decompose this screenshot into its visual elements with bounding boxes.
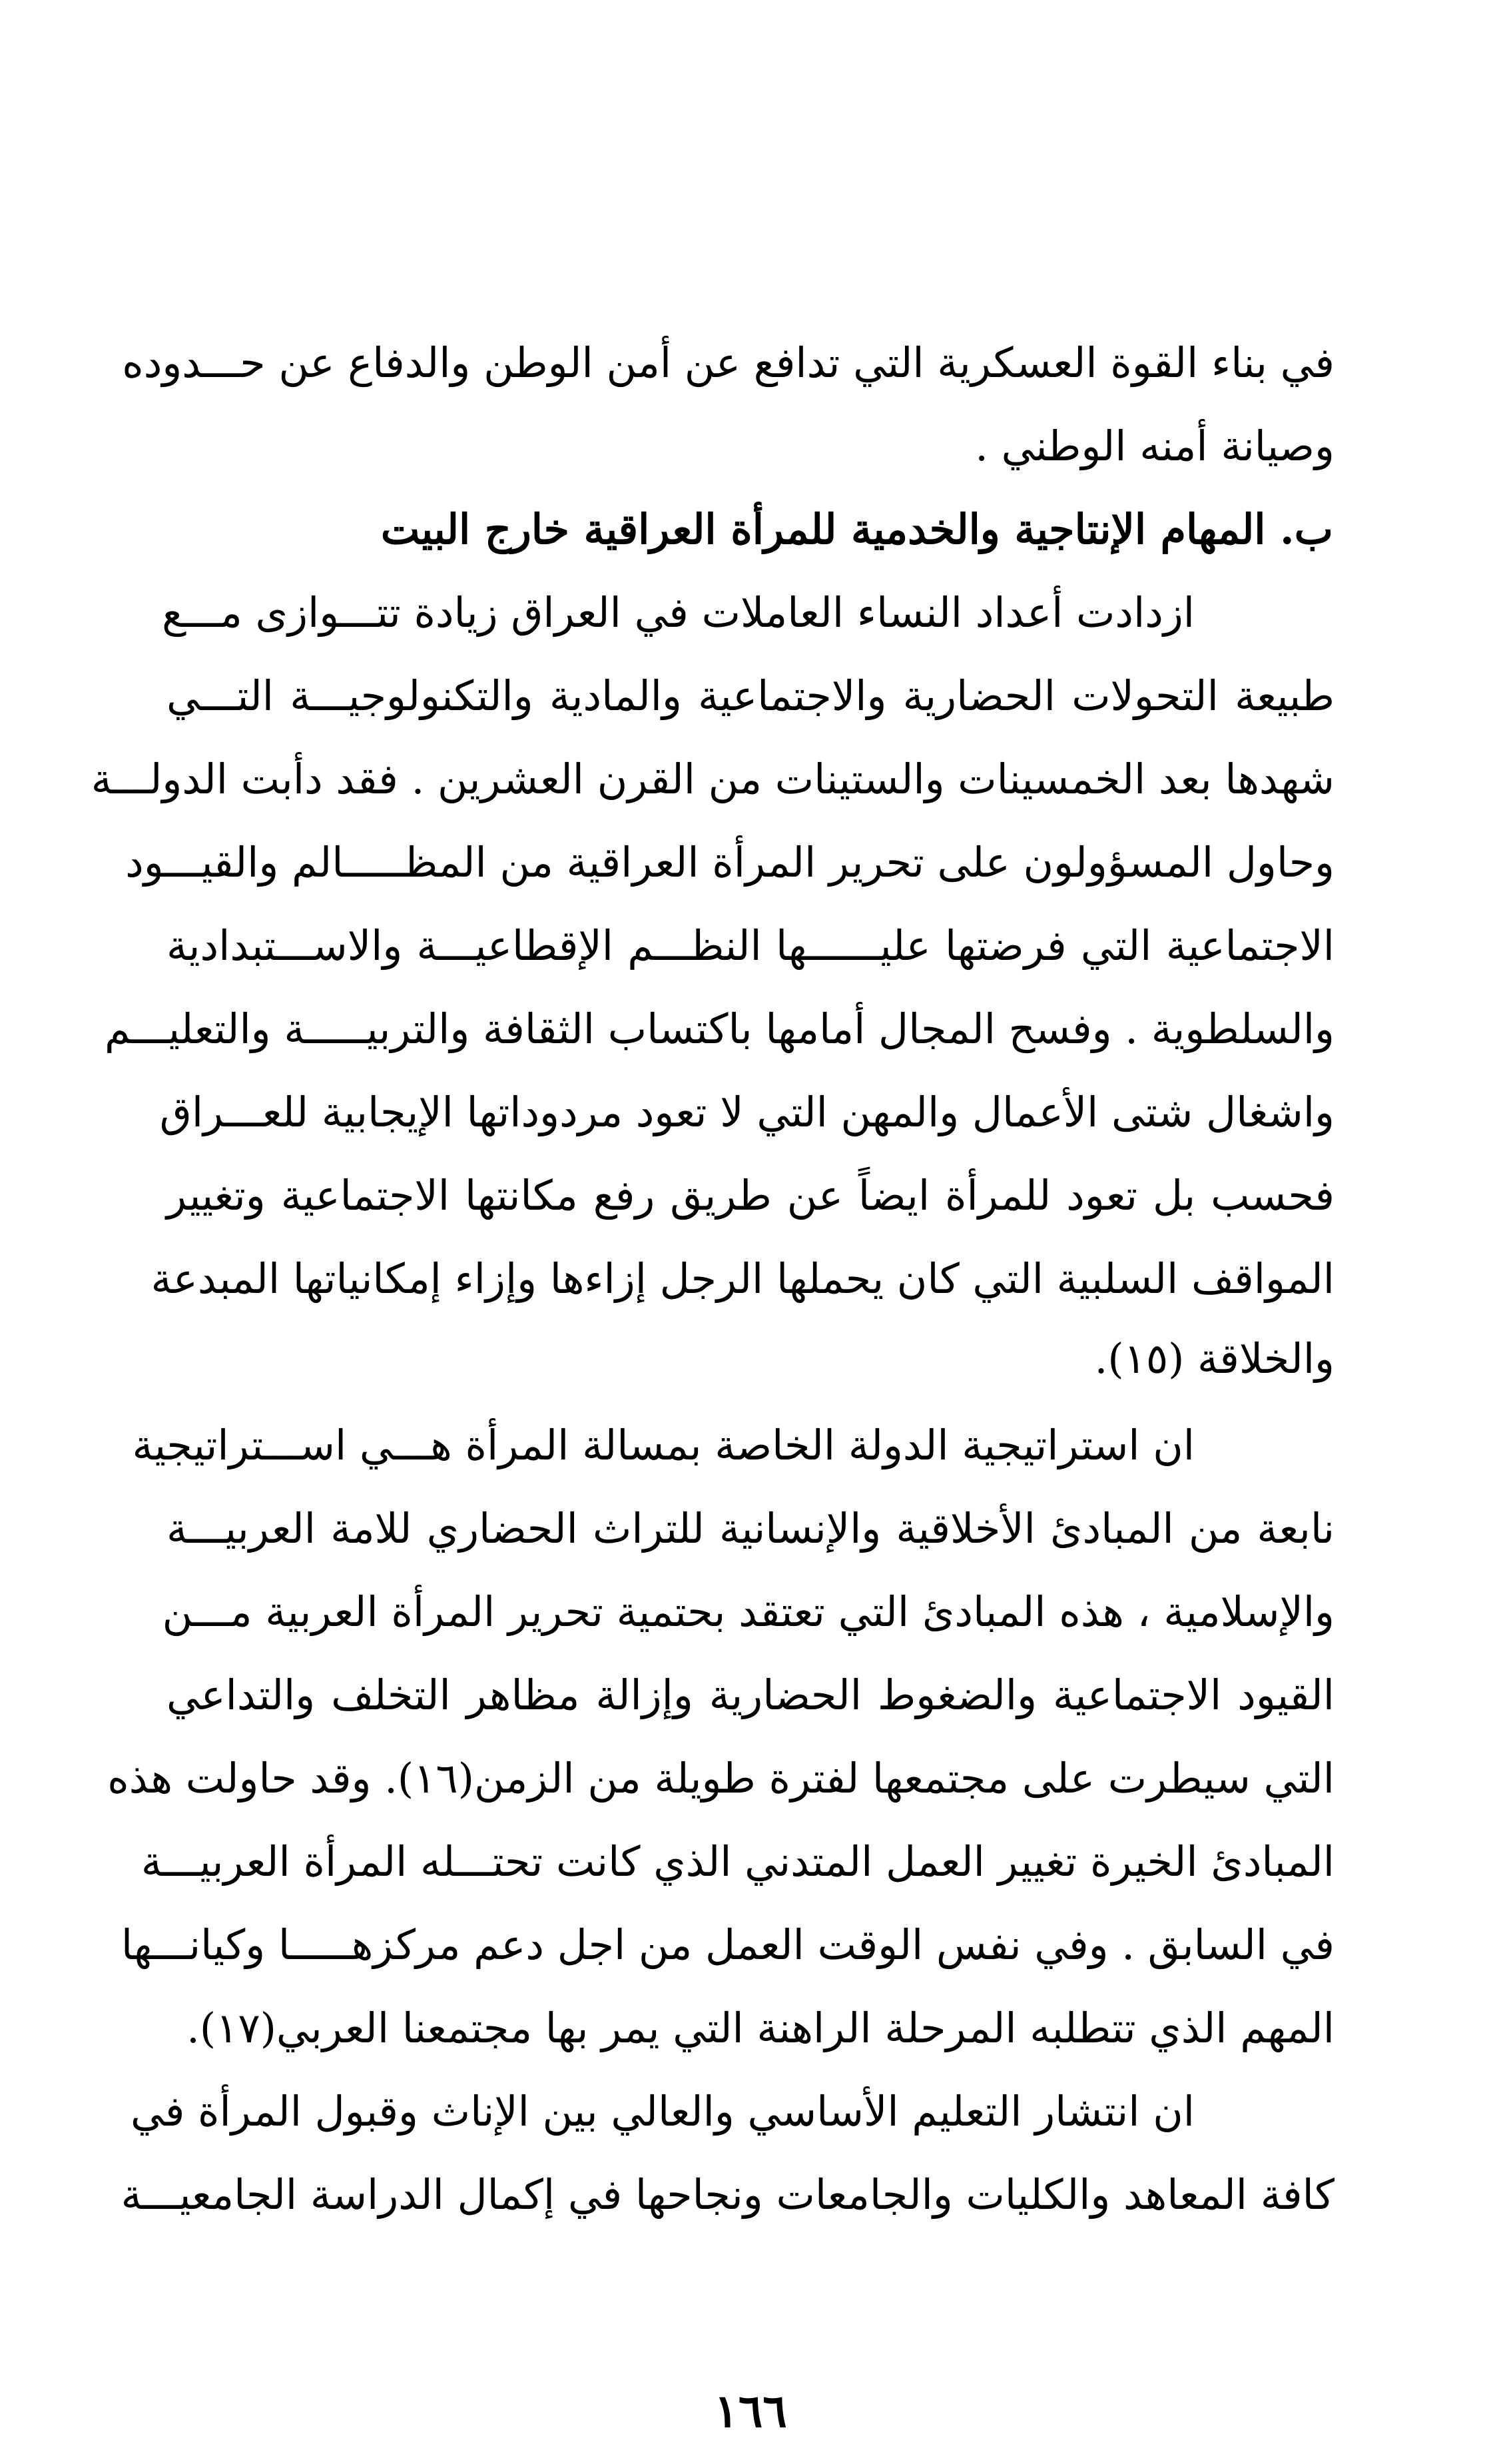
text-line-10: واشغال شتى الأعمال والمهن التي لا تعود مردوداتها الإيجابية للعـــراق [159,1088,1335,1136]
text-line-17: القيود الاجتماعية والضغوط الحضارية وإزالة مظاهر التخلف والتداعي [166,1671,1335,1719]
text-line-4: ازدادت أعداد النساء العاملات في العراق زيادة تتـــوازى مـــع [162,588,1195,637]
text-line-2: وصيانة أمنه الوطني . [975,422,1335,470]
text-line-11: فحسب بل تعود للمرأة ايضاً عن طريق رفع مكانتها الاجتماعية وتغيير [166,1171,1335,1220]
text-line-6: شهدها بعد الخمسينات والستينات من القرن العشرين . فقد دأبت الدولـــة [91,755,1335,803]
text-line-8: الاجتماعية التي فرضتها عليــــــها النظـــم الإقطاعيـــة والاســـتبدادية [166,921,1335,970]
text-line-12: المواقف السلبية التي كان يحملها الرجل إزاءها وإزاء إمكانياتها المبدعة [150,1254,1335,1303]
text-line-9: والسلطوية . وفسح المجال أمامها باكتساب الثقافة والتربيـــــة والتعليـــم [104,1005,1335,1053]
text-line-19: المبادئ الخيرة تغيير العمل المتدني الذي كانت تحتـــله المرأة العربيـــة [141,1837,1335,1886]
text-line-15: نابعة من المبادئ الأخلاقية والإنسانية للتراث الحضاري للامة العربيـــة [166,1504,1335,1553]
section-heading: ب. المهام الإنتاجية والخدمية للمرأة العراقية خارج البيت [380,505,1333,554]
text-line-18: التي سيطرت على مجتمعها لفترة طويلة من الزمن(١٦). وقد حاولت هذه [107,1754,1335,1803]
text-line-20: في السابق . وفي نفس الوقت العمل من اجل دعم مركزهـــــا وكيانـــها [121,1920,1335,1969]
text-line-22: ان انتشار التعليم الأساسي والعالي بين الإناث وقبول المرأة في [131,2087,1195,2136]
page-number: ١٦٦ [714,2385,787,2438]
text-line-13: والخلاقة (١٥). [1094,1334,1335,1383]
text-line-7: وحاول المسؤولون على تحرير المرأة العراقية من المظـــــالم والقيـــود [125,838,1335,887]
text-line-16: والإسلامية ، هذه المبادئ التي تعتقد بحتمية تحرير المرأة العربية مـــن [162,1587,1335,1636]
text-line-14: ان استراتيجية الدولة الخاصة بمسالة المرأة هـــي اســـتراتيجية [132,1421,1195,1469]
text-line-1: في بناء القوة العسكرية التي تدافع عن أمن الوطن والدفاع عن حـــدوده [122,338,1335,387]
text-line-23: كافة المعاهد والكليات والجامعات ونجاحها في إكمال الدراسة الجامعيـــة [121,2170,1335,2219]
text-line-21: المهم الذي تتطلبه المرحلة الراهنة التي يمر بها مجتمعنا العربي(١٧). [186,2004,1335,2052]
text-line-5: طبيعة التحولات الحضارية والاجتماعية والمادية والتكنولوجيـــة التـــي [166,671,1335,720]
